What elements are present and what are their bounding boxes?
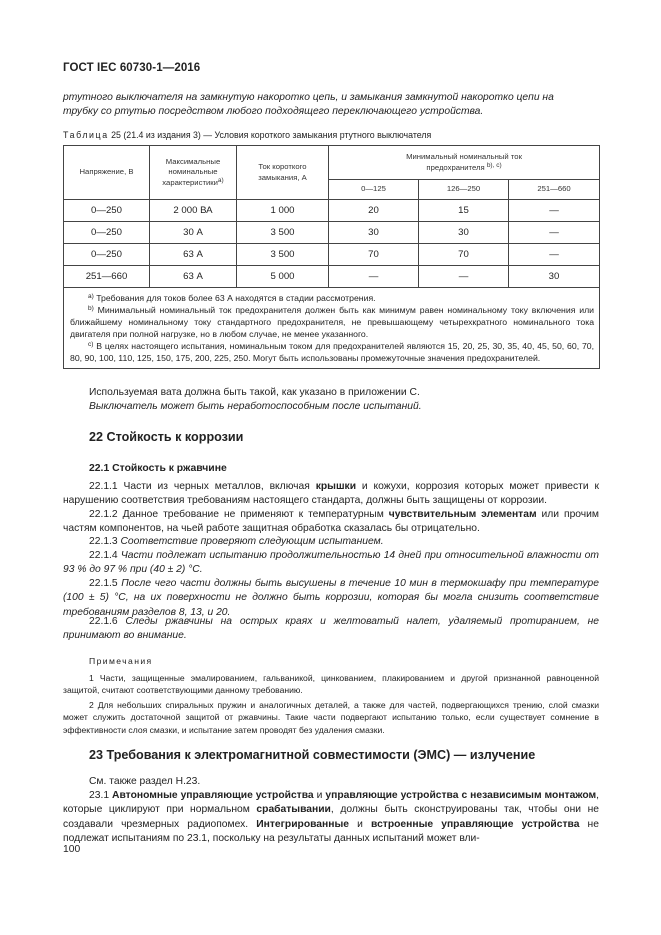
text: и	[349, 818, 371, 830]
cell-fuse-250: 70	[419, 244, 509, 266]
after-table-text-2: Выключатель может быть неработоспособным после испытаний.	[89, 401, 422, 412]
cell-rating: 63 А	[150, 266, 237, 288]
cell-current: 5 000	[237, 266, 329, 288]
cell-current: 3 500	[237, 222, 329, 244]
term-covers: крышки	[315, 481, 357, 492]
note-text: В целях настоящего испытания, номинальным током для предохранителей являются 15, 20, 25, 30, 35, 40, 45, 50, 60, 70, 80, 90, 100, 110, 125, 150, 175, 200, 225, 250. Могут быть использованы промежуточные значения предохранителей.	[70, 341, 595, 363]
term: Интегрированные	[256, 818, 349, 830]
note-text: Минимальный номинальный ток предохранителя должен быть как минимум равен номинальному току включения или ближайшему номинальному току стандартного предохранителя, не превышающему четырехкратного номинального тока двигателя при полной нагрузке, но в любом случае, не менее указанного.	[70, 305, 595, 339]
note-1: 1 Части, защищенные эмалированием, гальваникой, цинкованием, плакированием и другой признанной равноценной защитой, считают соответствующими данному требованию.	[63, 673, 599, 696]
col-rating-header	[150, 146, 237, 200]
cell-fuse-125: 70	[329, 244, 419, 266]
col-rating-text: Максимальные номинальные характеристики	[162, 156, 221, 187]
intro-line-2: трубку со ртутью посредством любого подходящего переключающего устройства.	[63, 106, 484, 118]
sub-col-0-125: 0—125	[329, 180, 419, 200]
clause-text: После чего части должны быть высушены в течение 10 мин в термокшафу при температуре (100 ± 5) °С, на их поверхности не должно быть коррозии, которая бы могла снизить соответствие требованиям разделов 8, 13, и 20.	[63, 578, 599, 618]
cell-rating: 2 000 ВА	[150, 200, 237, 222]
document-header: ГОСТ IEC 60730-1—2016	[63, 62, 201, 74]
paragraph-22-1-3	[63, 535, 599, 549]
section-23-see-also: См. также раздел Н.23.	[89, 776, 201, 787]
cell-rating: 30 А	[150, 222, 237, 244]
table-caption-lead: Таблица	[63, 130, 109, 140]
text: 23.1	[89, 790, 113, 801]
cell-fuse-660: —	[509, 244, 600, 266]
term: встроенные управляющие устройства	[371, 818, 580, 830]
col-rating-sup: a)	[217, 176, 224, 184]
text: 22.1.1 Части из черных металлов, включая	[89, 481, 316, 492]
term: срабатывании	[256, 804, 331, 816]
section-22-title: 22 Стойкость к коррозии	[89, 430, 244, 444]
clause-text: Части подлежат испытанию продолжительностью 14 дней при относительной влажности от 93 % до 97 % при (40 ± 2) °С.	[63, 550, 599, 576]
notes-title: Примечания	[89, 656, 153, 666]
term-sensing-elements: чувствительным элементам	[388, 509, 537, 520]
intro-line-1: ртутного выключателя на замкнутую накоротко цепь, и замыкания замкнутой накоротко цепи на	[63, 92, 554, 103]
short-circuit-table	[63, 145, 600, 369]
cell-current: 1 000	[237, 200, 329, 222]
table-caption-text: 25 (21.4 из издания 3) — Условия короткого замыкания ртутного выключателя	[108, 130, 432, 140]
paragraph-22-1-4	[63, 549, 599, 578]
text: не подлежат испытаниям по 23.1, поскольку на результаты данных испытаний может вли-	[63, 818, 599, 845]
sub-col-126-250: 126—250	[419, 180, 509, 200]
note-mark: c)	[88, 341, 94, 348]
cell-fuse-125: 30	[329, 222, 419, 244]
clause-number: 22.1.3	[89, 536, 121, 547]
page-number: 100	[63, 844, 81, 855]
text: или прочим частям компонентов, на чьей работе защитная обработка сказалась бы отрицательно.	[63, 509, 600, 535]
col-fuse-header	[329, 146, 600, 180]
note-mark: a)	[88, 293, 94, 300]
text: и	[313, 790, 326, 801]
table-notes-row	[64, 288, 600, 369]
term: управляющие устройства с независимым монтажом	[325, 790, 597, 801]
paragraph-23-1	[63, 789, 599, 847]
cell-fuse-250: 30	[419, 222, 509, 244]
section-22-1-title: 22.1 Стойкость к ржавчине	[89, 463, 227, 474]
paragraph-22-1-6	[63, 615, 599, 644]
after-table-text-1: Используемая вата должна быть такой, как указано в приложении С.	[89, 387, 420, 398]
note-text: Требования для токов более 63 А находятся в стадии рассмотрения.	[96, 293, 376, 303]
cell-fuse-660: —	[509, 200, 600, 222]
cell-voltage: 251—660	[64, 266, 150, 288]
sub-col-251-660: 251—660	[509, 180, 600, 200]
paragraph-22-1-2	[63, 508, 599, 537]
text: , должны быть сконструированы так, чтобы они не создавали чрезмерных радиопомех.	[63, 804, 599, 830]
clause-number: 22.1.4	[89, 550, 121, 561]
col-fuse-sup: b), c)	[486, 161, 502, 169]
col-current-header: Ток короткого замыкания, А	[237, 146, 329, 200]
cell-voltage: 0—250	[64, 200, 150, 222]
col-fuse-text: Минимальный номинальный ток предохранителя	[406, 152, 522, 172]
table-note-a	[70, 292, 594, 304]
clause-number: 22.1.6	[89, 616, 126, 627]
cell-rating: 63 А	[150, 244, 237, 266]
cell-fuse-250: —	[419, 266, 509, 288]
cell-fuse-125: 20	[329, 200, 419, 222]
cell-current: 3 500	[237, 244, 329, 266]
paragraph-22-1-5	[63, 577, 599, 620]
text: , которые циклируют при нормальном	[63, 790, 599, 816]
cell-voltage: 0—250	[64, 244, 150, 266]
cell-fuse-250: 15	[419, 200, 509, 222]
cell-fuse-125: —	[329, 266, 419, 288]
clause-text: Соответствие проверяют следующим испытанием.	[120, 536, 384, 547]
cell-fuse-660: —	[509, 222, 600, 244]
term: Автономные управляющие устройства	[112, 790, 314, 801]
cell-voltage: 0—250	[64, 222, 150, 244]
table-notes	[64, 288, 600, 369]
table-row	[64, 244, 600, 266]
table-note-b	[70, 304, 594, 340]
table-note-c	[70, 340, 594, 364]
intro-paragraph	[63, 91, 599, 120]
col-voltage-header: Напряжение, В	[64, 146, 150, 200]
clause-number: 22.1.5	[89, 578, 122, 589]
table-row	[64, 200, 600, 222]
paragraph-22-1-1	[63, 480, 599, 509]
note-2: 2 Для небольших спиральных пружин и аналогичных деталей, а также для частей, подвергающихся трению, слой смазки может служить достаточной защитой от ржавчины. Такие части подвергают испытанию только, если существует сомнение в эффективности слоя смазки, и испытание затем проводят без удаления смазки.	[63, 700, 599, 735]
clause-text: Следы ржавчины на острых краях и желтоватый налет, удаляемый протиранием, не принимают во внимание.	[63, 616, 599, 642]
table-caption	[63, 130, 431, 140]
cell-fuse-660: 30	[509, 266, 600, 288]
text: 22.1.2 Данное требование не применяют к температурным	[89, 509, 389, 520]
table-row	[64, 266, 600, 288]
note-mark: b)	[88, 305, 94, 312]
table-row	[64, 222, 600, 244]
section-23-title: 23 Требования к электромагнитной совместимости (ЭМС) — излучение	[89, 748, 536, 762]
text: и кожухи, коррозия которых может привести к нарушению соответствия требованиям настоящего стандарта, должны быть защищены от коррозии.	[63, 481, 599, 507]
